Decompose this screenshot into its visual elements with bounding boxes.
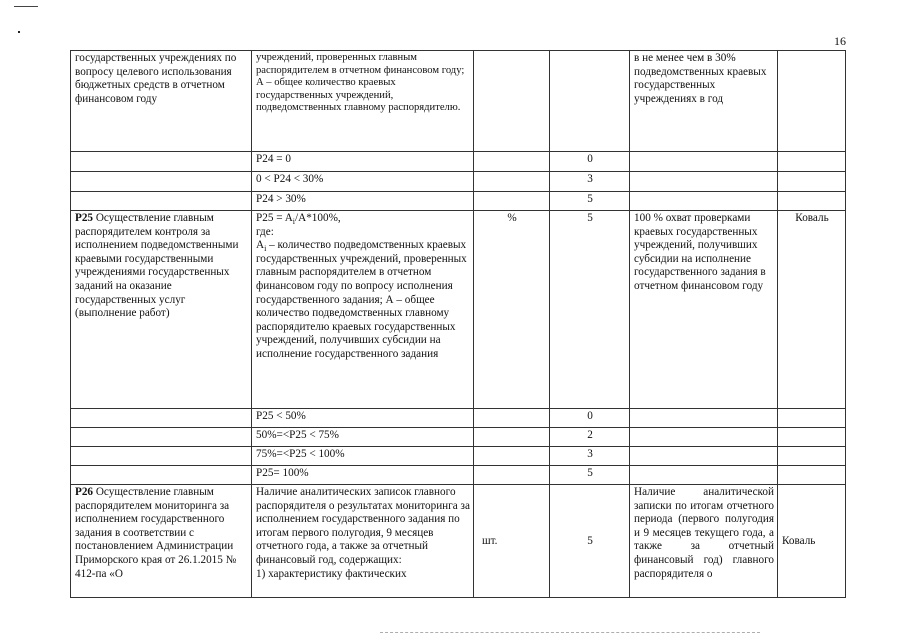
formula-definition: $A_i$ – количество подведомственных краевых государственных учреждений, проверенных главным распорядителем в отчетном финансовом году по вопросу исполнения государственного задания; А – общее количество подведомственных главному распорядителю краевых государственных учреждений, получивших субсидии на исполнение государственного задания (256, 239, 467, 360)
table-row (71, 447, 846, 466)
table-row-continuation (71, 51, 846, 152)
target-cell: в не менее чем в 30% подведомственных краевых государственных учреждениях в год (630, 51, 778, 152)
condition-cell: 75%=<P25 < 100% (252, 447, 474, 466)
criterion-title: Осуществление главным распорядителем мониторинга за исполнением государственного задания в соответствии с постановлением Администрации Приморского края от 26.1.2015 № 412-па «О (75, 486, 237, 580)
formula-cell: учреждений, проверенных главным распорядителем в отчетном финансовом году; А – общее количество краевых государственных учреждений, подведомственных главному распорядителю. (252, 51, 474, 152)
criterion-name-cell (71, 211, 252, 409)
formula-line: $P25 = A_i/A*100\%$, (256, 212, 341, 227)
criteria-table (70, 50, 846, 598)
score-value: 5 (550, 192, 630, 211)
criterion-name-cell (71, 485, 252, 598)
target-cell: Наличие аналитической записки по итогам отчетного периода (первого полугодия и 9 месяцев текущего года, а также за отчетный финансовый год) главного распорядителя о (630, 485, 778, 598)
table-row (71, 172, 846, 192)
unit-cell (474, 51, 550, 152)
responsible-cell: Коваль (778, 211, 846, 409)
table-row (71, 152, 846, 172)
criterion-code: P25 (75, 212, 94, 224)
table-row-p26 (71, 485, 846, 598)
table-row (71, 192, 846, 211)
condition-cell: P25 < 50% (252, 409, 474, 428)
target-cell: 100 % охват проверками краевых государственных учреждений, получивших субсидии на исполнение государственного задания в отчетном финансовом году (630, 211, 778, 409)
unit-cell: % (474, 211, 550, 409)
formula-cell (252, 211, 474, 409)
table-row (71, 466, 846, 485)
score-value: 5 (550, 466, 630, 485)
table-row-p25 (71, 211, 846, 409)
table-row (71, 428, 846, 447)
criterion-title: Осуществление главным распорядителем контроля за исполнением подведомственными краевыми государственными учреждениями государственных заданий на оказание государственных услуг (выполнение работ) (75, 212, 239, 320)
table-row (71, 409, 846, 428)
score-value: 3 (550, 447, 630, 466)
criterion-code: P26 (75, 486, 94, 498)
condition-cell: P24 = 0 (252, 152, 474, 172)
condition-cell: 50%=<P25 < 75% (252, 428, 474, 447)
scan-mark-line (14, 6, 38, 7)
score-value: 0 (550, 409, 630, 428)
responsible-cell: Коваль (778, 485, 846, 598)
formula-where: где: (256, 225, 274, 238)
score-value: 0 (550, 152, 630, 172)
condition-cell: P25= 100% (252, 466, 474, 485)
score-value: 3 (550, 172, 630, 192)
scan-mark-dot (18, 31, 20, 33)
condition-cell: 0 < P24 < 30% (252, 172, 474, 192)
score-value: 2 (550, 428, 630, 447)
responsible-cell (778, 51, 846, 152)
criterion-name-cell: государственных учреждениях по вопросу целевого использования бюджетных средств в отчетном финансовом году (71, 51, 252, 152)
page-number: 16 (834, 34, 846, 48)
scan-bottom-edge (380, 632, 760, 633)
score-cell (550, 51, 630, 152)
condition-cell: P24 > 30% (252, 192, 474, 211)
score-cell: 5 (550, 485, 630, 598)
unit-cell: шт. (474, 485, 550, 598)
score-cell: 5 (550, 211, 630, 409)
formula-cell: Наличие аналитических записок главного распорядителя о результатах мониторинга за исполнением государственного задания по итогам первого полугодия, 9 месяцев отчетного года, а также за отчетный финансовый год, содержащих: 1) характеристику фактических (252, 485, 474, 598)
